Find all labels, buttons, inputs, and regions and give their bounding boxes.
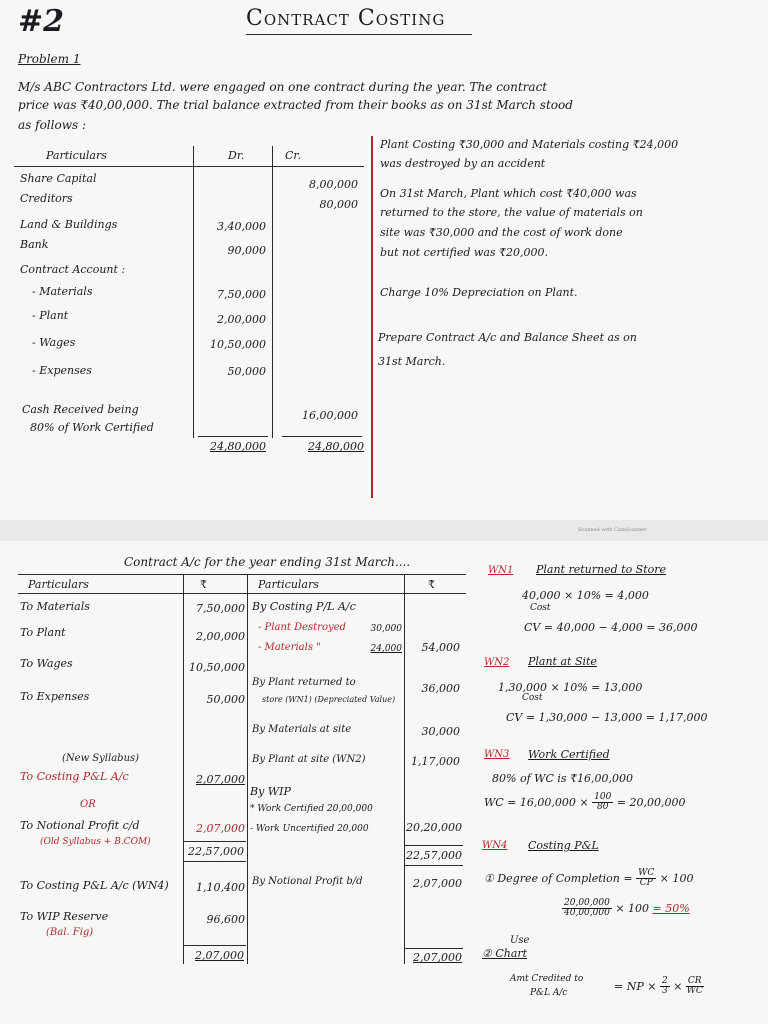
credit-plant-returned-detail: store (WN1) (Depreciated Value)	[262, 695, 396, 704]
wn4-degree-label: ① Degree of Completion =	[484, 871, 633, 885]
wn3-formula	[484, 793, 686, 813]
wn1-heading: Plant returned to Store	[536, 563, 667, 576]
account-title: Contract A/c for the year ending 31st March....	[124, 555, 411, 569]
credit-plant-returned: By Plant returned to	[252, 677, 356, 688]
wn4-percent: = 50%	[652, 901, 690, 915]
costing-pl-label: To Costing P&L A/c	[20, 770, 129, 783]
tb-row-label: - Plant	[32, 309, 69, 322]
wn4-heading: Costing P&L	[528, 839, 599, 852]
wn4-degree	[484, 869, 693, 889]
page-title: Contract Costing	[246, 6, 446, 31]
tb-dr-divider	[193, 146, 194, 438]
tb-row-label: Bank	[20, 238, 49, 251]
wn1-title: WN1	[488, 565, 514, 576]
wn4-cp: CP	[639, 878, 653, 889]
header-rupee-cr: ₹	[428, 578, 435, 591]
credit-work-certified: * Work Certified 20,00,000	[250, 804, 373, 814]
debit-item-amount: 7,50,000	[196, 602, 245, 615]
note-line: returned to the store, the value of materials on	[380, 206, 643, 219]
total2-line-cr	[405, 948, 463, 949]
note-line: but not certified was ₹20,000.	[380, 246, 549, 259]
note-line: Prepare Contract A/c and Balance Sheet as on	[378, 331, 637, 344]
new-syllabus-note: (New Syllabus)	[62, 753, 140, 764]
or-label: OR	[80, 799, 96, 810]
formula-np: = NP ×	[614, 979, 657, 993]
tb-row-label: Land & Buildings	[20, 218, 118, 231]
wn4-den: 40,00,000	[564, 908, 610, 919]
credit-materials: - Materials "	[258, 642, 321, 653]
costing-pl2-amount: 1,10,400	[196, 881, 245, 894]
tb-row-dr: 10,50,000	[210, 338, 266, 351]
wip-reserve-note: (Bal. Fig)	[46, 927, 94, 938]
intro-line-2: price was ₹40,00,000. The trial balance extracted from their books as on 31st March stood	[18, 98, 573, 112]
tb-row-dr: 7,50,000	[217, 288, 266, 301]
total1-cr: 22,57,000	[406, 849, 462, 862]
note-line: Charge 10% Depreciation on Plant.	[380, 286, 578, 299]
wn3-heading: Work Certified	[528, 748, 610, 761]
tb-total-line-dr	[198, 436, 268, 437]
debit-item-amount: 50,000	[206, 693, 245, 706]
tb-total-cr: 24,80,000	[308, 440, 364, 453]
wn2-cost: Cost	[522, 693, 543, 703]
tb-row-label: 80% of Work Certified	[30, 421, 154, 434]
old-syllabus-note: (Old Syllabus + B.COM)	[40, 837, 151, 847]
credit-plant-site: By Plant at site (WN2)	[252, 754, 366, 765]
tb-header-cr: Cr.	[285, 149, 301, 162]
header-particulars-dr: Particulars	[28, 578, 89, 591]
amt-formula	[614, 977, 704, 997]
tb-row-label: - Wages	[32, 336, 76, 349]
formula-2: 2	[661, 976, 668, 986]
table-top-line	[18, 574, 466, 575]
credit-costing-total: 54,000	[421, 641, 460, 654]
tb-header-dr: Dr.	[228, 149, 245, 162]
wn4-calc	[562, 899, 690, 919]
amt-credited-1: Amt Credited to	[510, 974, 584, 984]
total1-double-cr	[405, 865, 463, 866]
tb-total-line-cr	[282, 436, 362, 437]
formula-3: 3	[661, 986, 668, 997]
note-line: was destroyed by an accident	[380, 157, 546, 170]
wn4-wc: WC	[638, 868, 655, 878]
header-rupee-dr: ₹	[200, 578, 207, 591]
wn2-title: WN2	[484, 657, 510, 668]
tb-row-label: - Expenses	[32, 364, 92, 377]
wn3-den: 80	[597, 802, 609, 813]
wn2-calc: 1,30,000 × 10% = 13,000	[498, 681, 643, 694]
wn1-cost: Cost	[530, 603, 551, 613]
credit-materials-amount: 24,000	[370, 644, 402, 654]
tb-row-cr: 16,00,000	[302, 409, 358, 422]
chart-label: ② Chart	[482, 947, 528, 960]
tb-row-dr: 50,000	[227, 365, 266, 378]
wn4-x100-b: × 100	[615, 901, 650, 915]
tb-row-dr: 2,00,000	[217, 313, 266, 326]
debit-item-label: To Wages	[20, 657, 73, 670]
note-line: On 31st March, Plant which cost ₹40,000 was	[380, 187, 637, 200]
wip-reserve-label: To WIP Reserve	[20, 910, 109, 923]
costing-pl2-label: To Costing P&L A/c (WN4)	[20, 879, 169, 892]
scanner-watermark: Scanned with CamScanner	[578, 527, 647, 533]
wn2-cv: CV = 1,30,000 − 13,000 = 1,17,000	[506, 711, 708, 724]
page-two	[0, 541, 768, 1024]
credit-plant-destroyed-amount: 30,000	[370, 624, 402, 634]
tb-row-cr: 8,00,000	[309, 178, 358, 191]
tb-header-particulars: Particulars	[46, 149, 107, 162]
wn4-num: 20,00,000	[564, 898, 610, 908]
debit-item-label: To Expenses	[20, 690, 90, 703]
formula-times: ×	[673, 979, 683, 993]
total2-dr: 2,07,000	[195, 949, 244, 962]
notional-bd-amount: 2,07,000	[413, 877, 462, 890]
table-header-line	[18, 593, 466, 594]
problem-label: Problem 1	[18, 52, 81, 66]
credit-wip: By WIP	[250, 785, 291, 798]
formula-wc: WC	[686, 986, 703, 997]
tb-cr-divider	[272, 146, 273, 438]
total2-line-dr	[184, 945, 246, 946]
credit-plant-destroyed: - Plant Destroyed	[258, 622, 346, 633]
wn3-line: 80% of WC is ₹16,00,000	[492, 772, 633, 785]
credit-materials-site-amount: 30,000	[421, 725, 460, 738]
tb-row-label: Contract Account :	[20, 263, 126, 276]
total2-cr: 2,07,000	[413, 951, 462, 964]
wn3-title: WN3	[484, 749, 510, 760]
notional-profit-label: To Notional Profit c/d	[20, 819, 140, 832]
wn1-cv: CV = 40,000 − 4,000 = 36,000	[524, 621, 698, 634]
header-particulars-cr: Particulars	[258, 578, 319, 591]
tb-row-cr: 80,000	[319, 198, 358, 211]
debit-item-label: To Plant	[20, 626, 66, 639]
tb-header-line	[14, 166, 364, 167]
intro-line-1: M/s ABC Contractors Ltd. were engaged on one contract during the year. The contract	[18, 80, 548, 94]
total1-line-dr	[184, 841, 246, 842]
debit-item-label: To Materials	[20, 600, 90, 613]
wn3-num: 100	[594, 792, 612, 802]
note-line: site was ₹30,000 and the cost of work done	[380, 226, 623, 239]
divider-center	[247, 574, 248, 964]
tb-row-label: - Materials	[32, 285, 93, 298]
wn2-heading: Plant at Site	[528, 655, 597, 668]
margin-line	[371, 136, 373, 498]
tb-row-label: Cash Received being	[22, 403, 139, 416]
credit-plant-returned-amount: 36,000	[421, 682, 460, 695]
notional-profit-amount: 2,07,000	[196, 822, 245, 835]
intro-line-3: as follows :	[18, 118, 86, 132]
debit-item-amount: 10,50,000	[189, 661, 245, 674]
wn3-result: = 20,00,000	[616, 795, 686, 809]
total1-dr: 22,57,000	[188, 845, 244, 858]
credit-wip-amount: 20,20,000	[406, 821, 462, 834]
tb-row-dr: 3,40,000	[217, 220, 266, 233]
wip-reserve-amount: 96,600	[206, 913, 245, 926]
wn1-calc: 40,000 × 10% = 4,000	[522, 589, 649, 602]
wn4-x100: × 100	[659, 871, 694, 885]
wn4-title: WN4	[482, 840, 508, 851]
formula-cr: CR	[687, 976, 702, 986]
divider-right-amount	[404, 574, 405, 964]
question-number: #2	[18, 4, 65, 39]
credit-plant-site-amount: 1,17,000	[411, 755, 460, 768]
total1-double-dr	[184, 861, 246, 862]
tb-row-dr: 90,000	[227, 244, 266, 257]
total1-line-cr	[405, 845, 463, 846]
tb-row-label: Share Capital	[20, 172, 97, 185]
notional-bd-label: By Notional Profit b/d	[252, 876, 363, 887]
tb-row-label: Creditors	[20, 192, 73, 205]
credit-costing-pl: By Costing P/L A/c	[252, 600, 356, 613]
divider-left-amount	[183, 574, 184, 964]
credit-materials-site: By Materials at site	[252, 724, 352, 735]
use-label: Use	[510, 935, 530, 946]
costing-pl-amount: 2,07,000	[196, 773, 245, 786]
note-line: Plant Costing ₹30,000 and Materials costing ₹24,000	[380, 138, 679, 151]
wn3-wc: WC = 16,00,000 ×	[484, 795, 589, 809]
tb-total-dr: 24,80,000	[210, 440, 266, 453]
title-underline	[246, 34, 472, 35]
note-line: 31st March.	[378, 355, 446, 368]
credit-work-uncertified: - Work Uncertified 20,000	[250, 824, 369, 834]
debit-item-amount: 2,00,000	[196, 630, 245, 643]
amt-credited-2: P&L A/c	[530, 988, 568, 998]
